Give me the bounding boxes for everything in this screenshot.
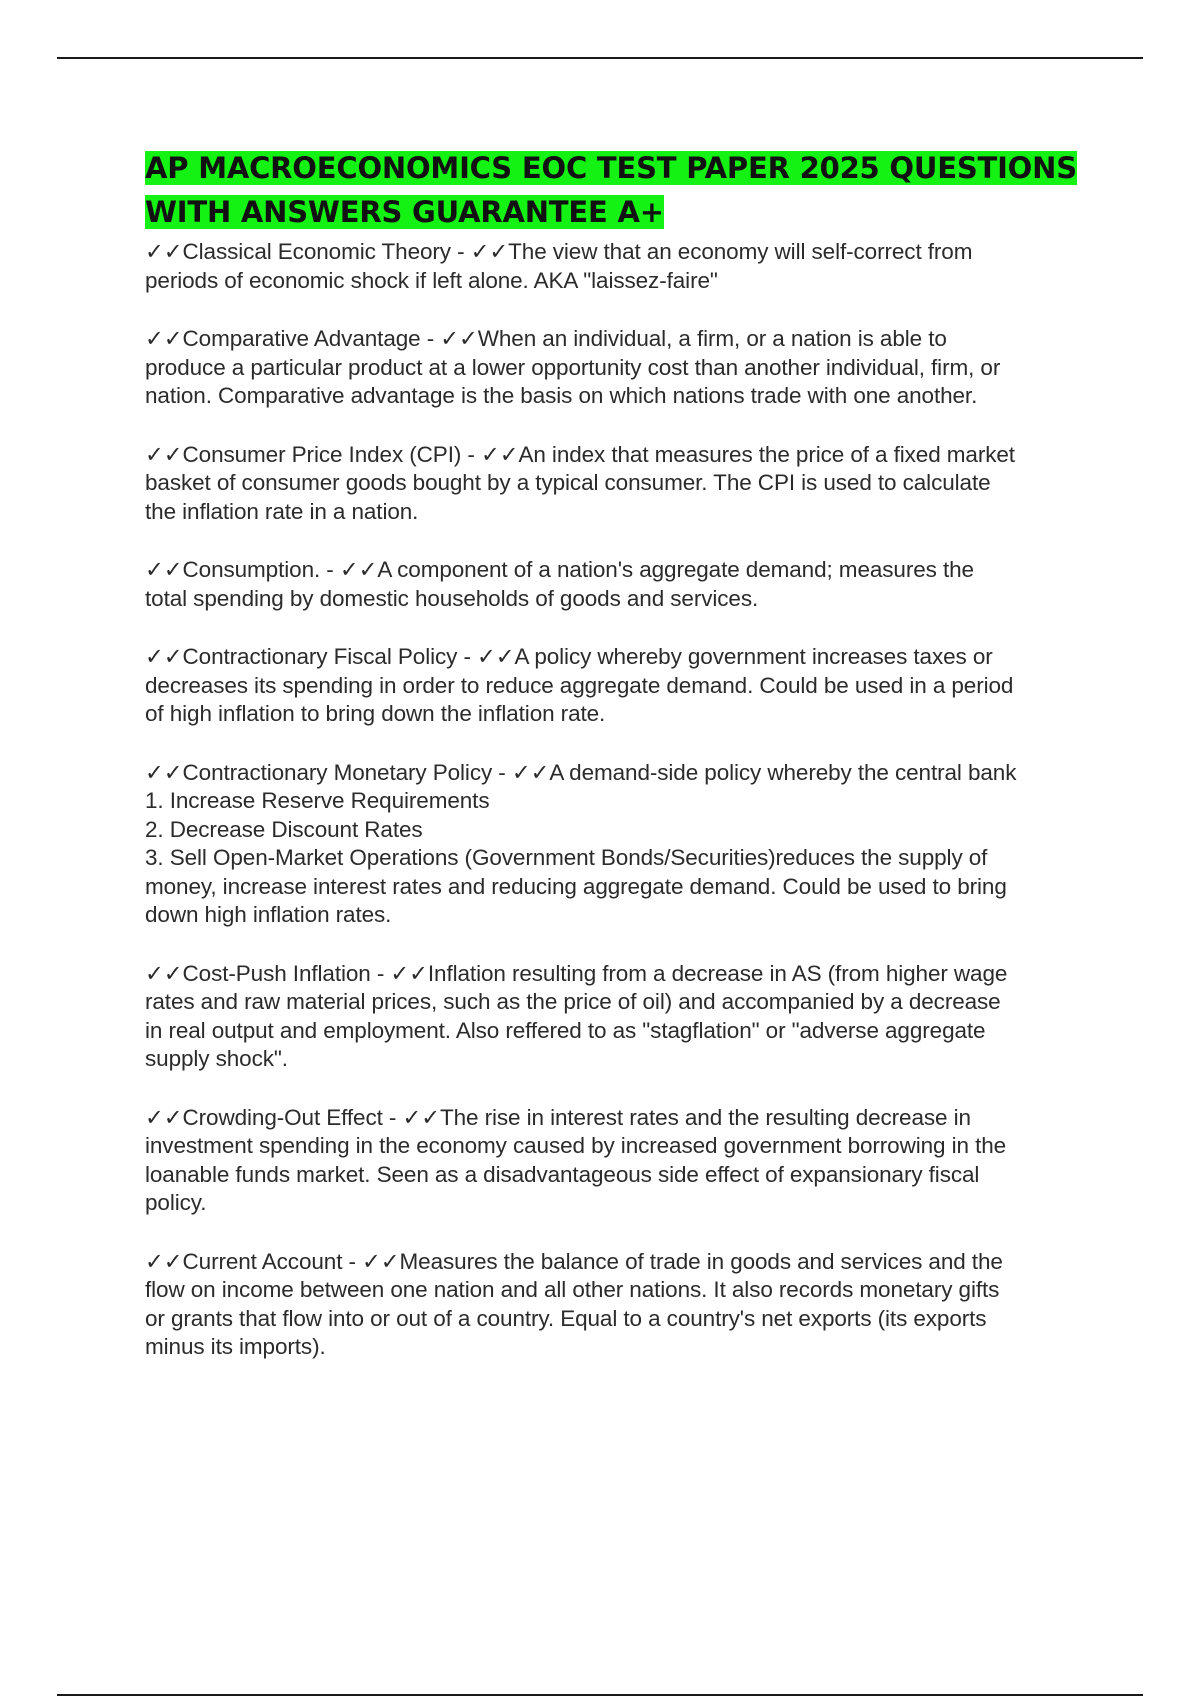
title-line-2: WITH ANSWERS GUARANTEE A+: [145, 195, 664, 229]
entry-line: flow on income between one nation and all other nations. It also records monetary gifts: [145, 1277, 1000, 1302]
document-title: [145, 146, 1095, 234]
entry-line: 2. Decrease Discount Rates: [145, 816, 423, 842]
term-definition-entry: [145, 441, 1095, 527]
entry-line: ✓✓Current Account - ✓✓Measures the balance of trade in goods and services and the: [145, 1248, 1003, 1274]
document-body: [145, 146, 1095, 1392]
term-definition-entry: [145, 643, 1095, 729]
entry-list: [145, 238, 1095, 1362]
term-definition-entry: [145, 759, 1095, 930]
entry-line: basket of consumer goods bought by a typical consumer. The CPI is used to calculate: [145, 470, 991, 495]
entry-text: [145, 759, 1095, 930]
entry-line: 1. Increase Reserve Requirements: [145, 788, 490, 813]
entry-line: investment spending in the economy caused by increased government borrowing in the: [145, 1133, 1007, 1158]
entry-line: down high inflation rates.: [145, 902, 392, 927]
entry-line: ✓✓Classical Economic Theory - ✓✓The view that an economy will self-correct from: [145, 239, 973, 264]
term-definition-entry: [145, 1248, 1095, 1362]
entry-line: ✓✓Consumption. - ✓✓A component of a nation's aggregate demand; measures the: [145, 557, 974, 582]
entry-line: ✓✓Consumer Price Index (CPI) - ✓✓An index that measures the price of a fixed market: [145, 441, 1015, 467]
entry-line: ✓✓Contractionary Monetary Policy - ✓✓A demand-side policy whereby the central bank: [145, 759, 1017, 785]
entry-line: ✓✓Comparative Advantage - ✓✓When an individual, a firm, or a nation is able to: [145, 326, 947, 351]
entry-line: supply shock".: [145, 1046, 288, 1071]
term-definition-entry: [145, 325, 1095, 411]
term-definition-entry: [145, 960, 1095, 1074]
entry-line: of high inflation to bring down the inflation rate.: [145, 701, 606, 726]
entry-line: total spending by domestic households of goods and services.: [145, 585, 759, 611]
header-rule: [57, 57, 1143, 59]
entry-text: [145, 1104, 1095, 1218]
entry-line: nation. Comparative advantage is the basis on which nations trade with one another.: [145, 383, 978, 408]
entry-line: or grants that flow into or out of a country. Equal to a country's net exports (its exports: [145, 1305, 987, 1331]
entry-line: decreases its spending in order to reduce aggregate demand. Could be used in a period: [145, 672, 1014, 698]
title-line-1: AP MACROECONOMICS EOC TEST PAPER 2025 QUESTIONS: [145, 151, 1077, 185]
entry-line: policy.: [145, 1190, 207, 1215]
term-definition-entry: [145, 1104, 1095, 1218]
entry-text: [145, 1248, 1095, 1362]
entry-text: [145, 960, 1095, 1074]
entry-line: loanable funds market. Seen as a disadvantageous side effect of expansionary fiscal: [145, 1161, 980, 1187]
entry-text: [145, 556, 1095, 613]
entry-text: [145, 441, 1095, 527]
entry-text: [145, 325, 1095, 411]
entry-text: [145, 238, 1095, 295]
footer-rule: [57, 1694, 1143, 1696]
entry-line: ✓✓Crowding-Out Effect - ✓✓The rise in interest rates and the resulting decrease in: [145, 1104, 971, 1130]
entry-line: ✓✓Contractionary Fiscal Policy - ✓✓A policy whereby government increases taxes or: [145, 644, 993, 669]
entry-line: minus its imports).: [145, 1334, 326, 1359]
entry-line: produce a particular product at a lower opportunity cost than another individual, firm, or: [145, 354, 1001, 380]
term-definition-entry: [145, 238, 1095, 295]
entry-text: [145, 643, 1095, 729]
entry-line: money, increase interest rates and reducing aggregate demand. Could be used to bring: [145, 873, 1007, 899]
entry-line: in real output and employment. Also reffered to as "stagflation" or "adverse aggregate: [145, 1017, 986, 1043]
entry-line: 3. Sell Open-Market Operations (Government Bonds/Securities)reduces the supply of: [145, 845, 988, 870]
term-definition-entry: [145, 556, 1095, 613]
entry-line: ✓✓Cost-Push Inflation - ✓✓Inflation resulting from a decrease in AS (from higher wage: [145, 960, 1008, 986]
entry-line: periods of economic shock if left alone. AKA "laissez-faire": [145, 267, 718, 293]
entry-line: rates and raw material prices, such as the price of oil) and accompanied by a decrease: [145, 989, 1001, 1014]
entry-line: the inflation rate in a nation.: [145, 498, 419, 524]
